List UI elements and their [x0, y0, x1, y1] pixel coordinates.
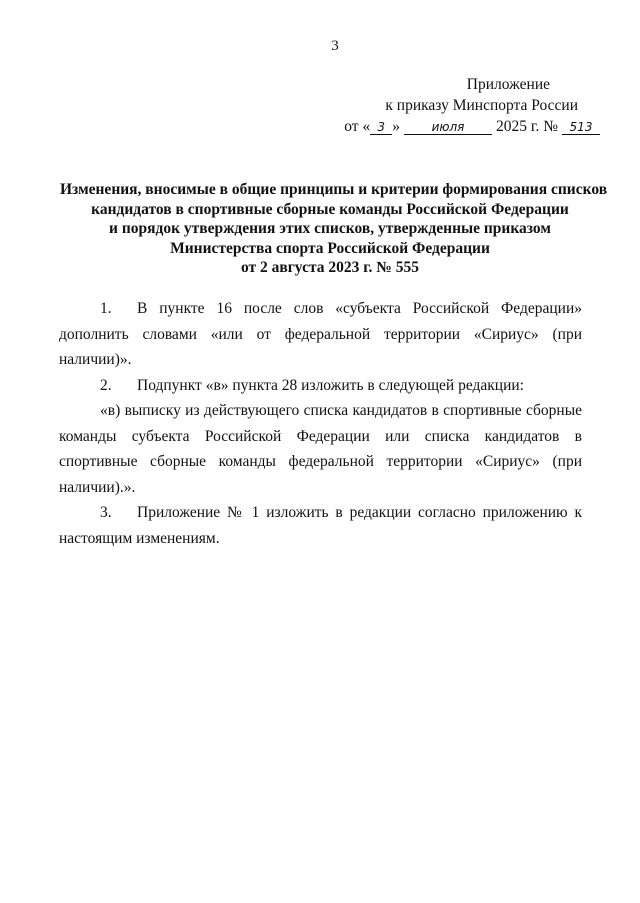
appendix-header: [340, 74, 600, 137]
appendix-title: Приложение: [466, 76, 550, 93]
paragraph-text: Подпункт «в» пункта 28 изложить в следующей редакции:: [137, 376, 524, 394]
appendix-order-date: [340, 116, 600, 137]
handwritten-day: 3: [370, 120, 392, 135]
handwritten-order-number: 513: [562, 120, 600, 135]
title-line: и порядок утверждения этих списков, утвержденные приказом: [109, 220, 551, 237]
title-line: кандидатов в спортивные сборные команды Российской Федерации: [91, 200, 569, 218]
date-mid: »: [392, 118, 400, 135]
paragraph-text: Приложение № 1 изложить в редакции согласно приложению к настоящим изменениям.: [59, 504, 582, 547]
title-line: Министерства спорта Российской Федерации: [170, 239, 490, 257]
page-number: 3: [331, 38, 339, 54]
paragraph-2: [59, 373, 582, 399]
document-body: [59, 296, 582, 551]
paragraph-2-quote: [59, 398, 582, 500]
paragraph-number: 2.: [100, 376, 112, 394]
date-year: 2025 г. №: [495, 118, 558, 135]
paragraph-text: «в) выписку из действующего списка кандидатов в спортивные сборные команды субъекта Российской Федерации или списка кандидатов в спортивные сборные команды федеральной территории «Сириус» (при наличии).».: [59, 402, 582, 496]
title-line: от 2 августа 2023 г. № 555: [240, 259, 419, 276]
paragraph-1: [59, 296, 582, 373]
appendix-order-ref: к приказу Минспорта России: [385, 97, 578, 114]
paragraph-number: 3.: [100, 504, 112, 521]
paragraph-number: 1.: [100, 300, 112, 317]
date-prefix: от «: [344, 118, 371, 135]
title-line: Изменения, вносимые в общие принципы и критерии формирования списков: [60, 181, 608, 198]
document-title: [60, 180, 608, 278]
handwritten-month: июля: [404, 120, 492, 135]
paragraph-text: В пункте 16 после слов «субъекта Российской Федерации» дополнить словами «или от федеральной территории «Сириус» (при наличии)».: [59, 300, 582, 368]
paragraph-3: [59, 500, 582, 551]
